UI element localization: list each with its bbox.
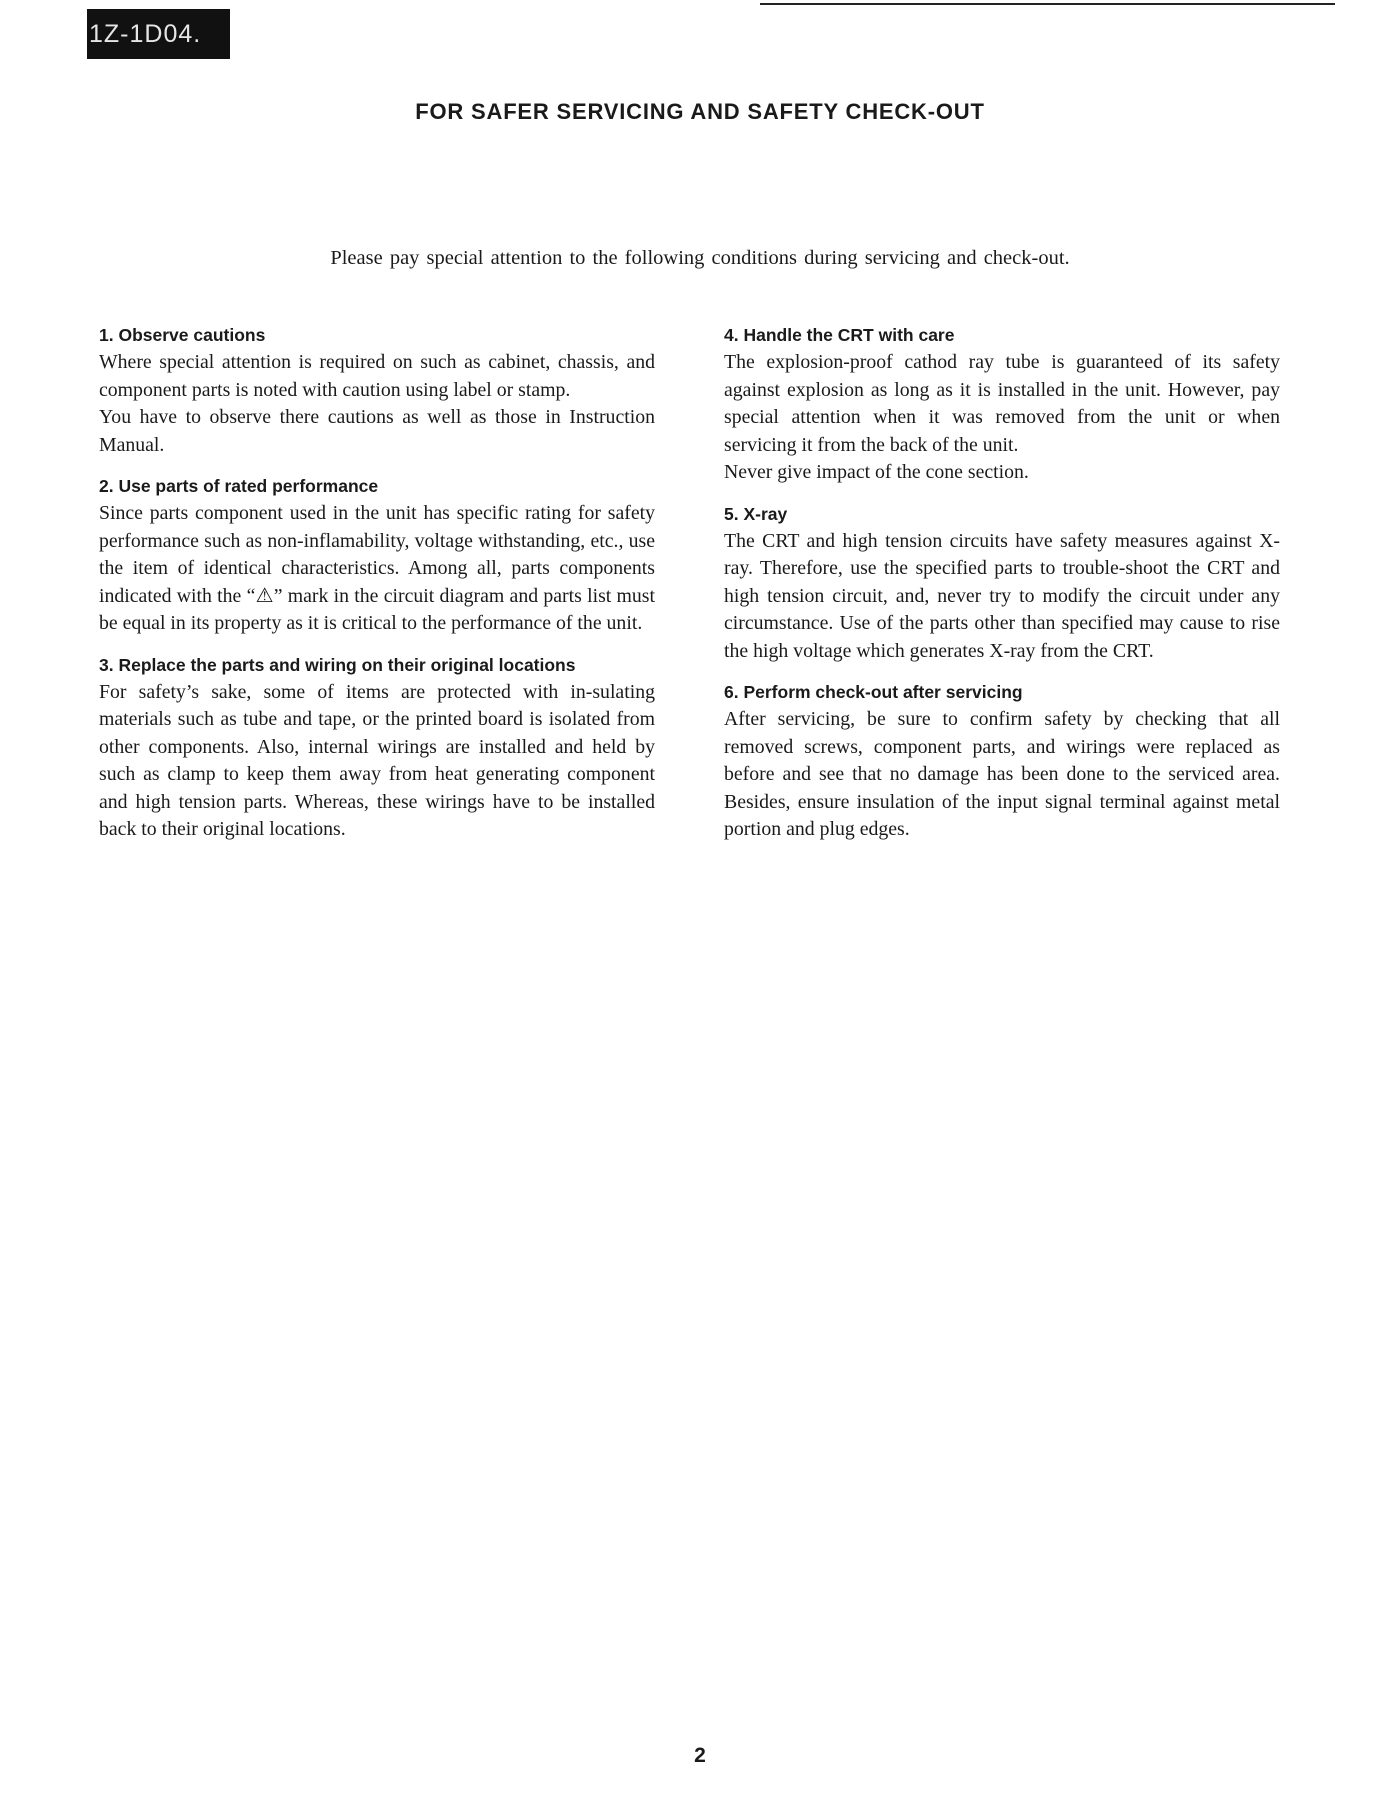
section-paragraph: After servicing, be sure to confirm safety by checking that all removed screws, component parts, and wirings were replaced as before and see that no damage has been done to the serviced area. Besides, ensure insulation of the input signal terminal against metal portion and plug edges.	[724, 708, 1280, 840]
section-x-ray	[724, 501, 1280, 666]
section-check-out	[724, 679, 1280, 844]
page-title: FOR SAFER SERVICING AND SAFETY CHECK-OUT	[415, 99, 985, 124]
section-paragraph: Never give impact of the cone section.	[724, 461, 1029, 483]
left-column	[99, 322, 655, 858]
intro-text: Please pay special attention to the following conditions during servicing and check-out.	[330, 247, 1070, 269]
section-heading: 6. Perform check-out after servicing	[724, 682, 1023, 702]
section-crt-care	[724, 322, 1280, 487]
section-paragraph: You have to observe there cautions as well as those in Instruction Manual.	[99, 406, 655, 456]
section-heading: 3. Replace the parts and wiring on their original locations	[99, 654, 576, 675]
top-rule	[760, 3, 1335, 5]
section-paragraph: Since parts component used in the unit has specific rating for safety performance such as non-inflamability, voltage withstanding, etc., use the item of identical characteristics. Among all, parts components indicated with the “⚠” mark in the circuit diagram and parts list must be equal in its property as it is critical to the performance of the unit.	[99, 502, 655, 634]
section-heading: 2. Use parts of rated performance	[99, 476, 379, 496]
section-paragraph: For safety’s sake, some of items are protected with in-sulating materials such as tube and tape, or the printed board is isolated from other components. Also, internal wirings are installed and held by such as clamp to keep them away from heat generating component and high tension parts. Whereas, these wirings have to be installed back to their original locations.	[99, 680, 655, 840]
section-heading: 1. Observe cautions	[99, 325, 266, 345]
model-label: 1Z-1D04.	[87, 9, 230, 59]
section-rated-parts	[99, 473, 655, 638]
section-paragraph: The CRT and high tension circuits have safety measures against X-ray. Therefore, use the specified parts to trouble-shoot the CRT and high tension circuit, and, never try to modify the circuit under any circumstance. Use of the parts other than specified may cause to rise the high voltage which generates X-ray from the CRT.	[724, 529, 1280, 662]
section-heading: 5. X-ray	[724, 503, 788, 524]
section-paragraph: The explosion-proof cathod ray tube is guaranteed of its safety against explosion as long as it is installed in the unit. However, pay special attention when it was removed from the unit or when servicing it from the back of the unit.	[724, 351, 1280, 456]
right-column	[724, 322, 1280, 858]
section-original-locations	[99, 652, 655, 844]
section-observe-cautions	[99, 322, 655, 459]
section-paragraph: Where special attention is required on such as cabinet, chassis, and component parts is noted with caution using label or stamp.	[99, 351, 655, 401]
section-heading: 4. Handle the CRT with care	[724, 325, 955, 345]
page-number: 2	[694, 1744, 706, 1767]
